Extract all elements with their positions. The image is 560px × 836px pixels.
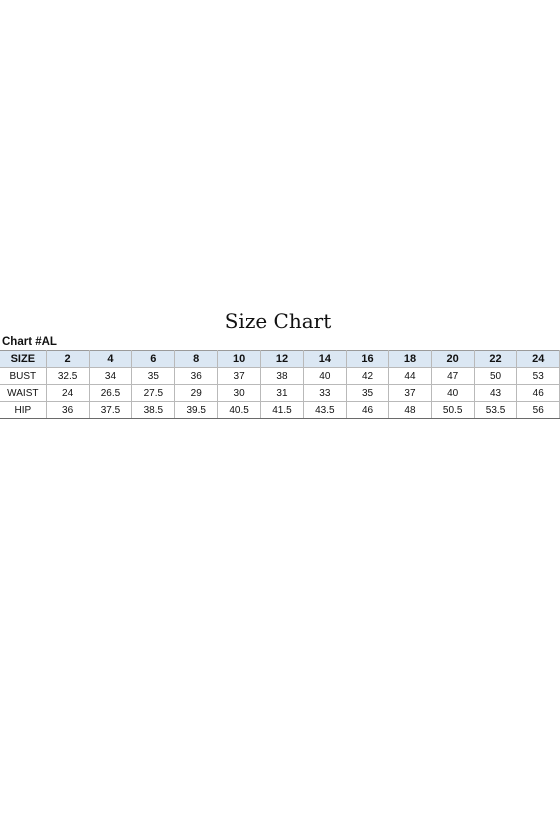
header-cell: 10 bbox=[218, 351, 261, 368]
chart-label: Chart #AL bbox=[2, 336, 57, 348]
table-cell: 26.5 bbox=[89, 385, 132, 402]
table-cell: 47 bbox=[431, 368, 474, 385]
table-cell: 44 bbox=[389, 368, 431, 385]
table-cell: 53 bbox=[517, 368, 560, 385]
header-cell: 6 bbox=[132, 351, 175, 368]
table-cell: 35 bbox=[346, 385, 388, 402]
table-cell: 34 bbox=[89, 368, 132, 385]
table-row-bust bbox=[0, 368, 560, 385]
table-cell: 46 bbox=[346, 402, 388, 419]
header-cell: 14 bbox=[303, 351, 346, 368]
header-cell: 16 bbox=[346, 351, 388, 368]
page-title: Size Chart bbox=[224, 309, 332, 333]
table-cell: 50.5 bbox=[431, 402, 474, 419]
table-cell: 40 bbox=[303, 368, 346, 385]
header-cell: 2 bbox=[46, 351, 89, 368]
header-cell: 20 bbox=[431, 351, 474, 368]
table-cell: 29 bbox=[175, 385, 218, 402]
header-cell: 12 bbox=[261, 351, 304, 368]
table-row-waist bbox=[0, 385, 560, 402]
table-cell: 46 bbox=[517, 385, 560, 402]
table-cell: 27.5 bbox=[132, 385, 175, 402]
header-cell: 22 bbox=[474, 351, 517, 368]
size-table bbox=[0, 350, 560, 419]
table-cell: 43 bbox=[474, 385, 517, 402]
header-cell: 8 bbox=[175, 351, 218, 368]
header-cell: 4 bbox=[89, 351, 132, 368]
table-row-hip bbox=[0, 402, 560, 419]
table-cell: 37.5 bbox=[89, 402, 132, 419]
table-cell: 48 bbox=[389, 402, 431, 419]
table-cell: 32.5 bbox=[46, 368, 89, 385]
table-cell: 43.5 bbox=[303, 402, 346, 419]
table-cell: 38 bbox=[261, 368, 304, 385]
table-cell: 36 bbox=[46, 402, 89, 419]
header-cell: 24 bbox=[517, 351, 560, 368]
row-label: HIP bbox=[0, 402, 46, 419]
header-cell-size: SIZE bbox=[0, 351, 46, 368]
table-cell: 35 bbox=[132, 368, 175, 385]
row-label: BUST bbox=[0, 368, 46, 385]
table-header-row bbox=[0, 351, 560, 368]
table-cell: 39.5 bbox=[175, 402, 218, 419]
table-cell: 42 bbox=[346, 368, 388, 385]
table-cell: 30 bbox=[218, 385, 261, 402]
table-cell: 24 bbox=[46, 385, 89, 402]
table-cell: 31 bbox=[261, 385, 304, 402]
table-cell: 33 bbox=[303, 385, 346, 402]
table-cell: 38.5 bbox=[132, 402, 175, 419]
size-table-container bbox=[0, 350, 560, 420]
table-cell: 56 bbox=[517, 402, 560, 419]
table-cell: 41.5 bbox=[261, 402, 304, 419]
header-cell: 18 bbox=[389, 351, 431, 368]
table-cell: 53.5 bbox=[474, 402, 517, 419]
row-label: WAIST bbox=[0, 385, 46, 402]
table-cell: 36 bbox=[175, 368, 218, 385]
table-cell: 40 bbox=[431, 385, 474, 402]
table-cell: 40.5 bbox=[218, 402, 261, 419]
table-cell: 37 bbox=[218, 368, 261, 385]
table-cell: 50 bbox=[474, 368, 517, 385]
table-cell: 37 bbox=[389, 385, 431, 402]
